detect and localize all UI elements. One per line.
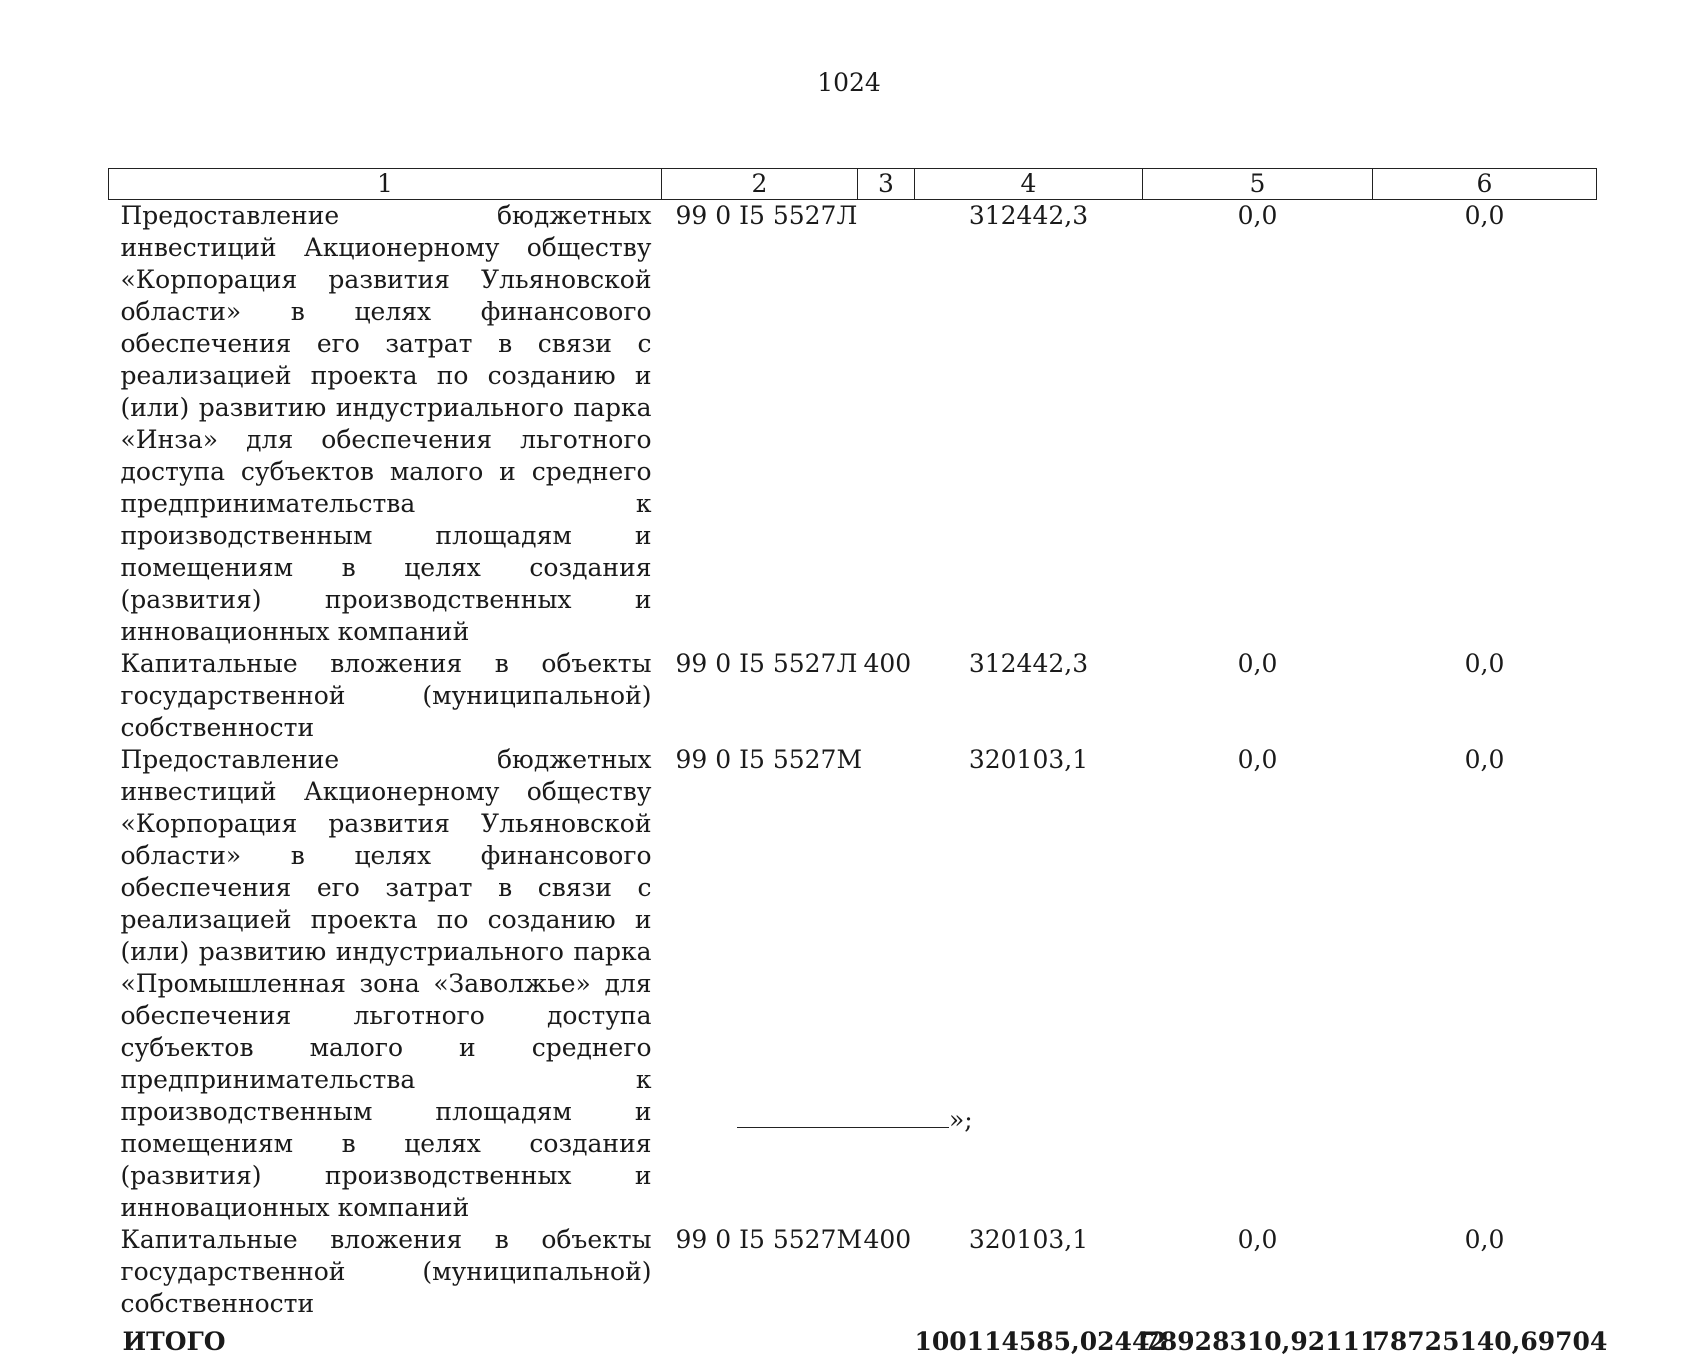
row-amount-col4: 312442,3 — [968, 201, 1089, 230]
row-amount-col6: 0,0 — [1464, 1225, 1505, 1254]
row-target-code: 99 0 I5 5527М — [675, 745, 863, 774]
row-amount-col5: 0,0 — [1237, 201, 1278, 230]
total-empty-col2 — [662, 1320, 858, 1358]
budget-table — [108, 168, 1608, 1358]
row-amount-col6: 0,0 — [1464, 649, 1505, 678]
row-expense-type — [858, 200, 915, 649]
row-target-code: 99 0 I5 5527Л — [675, 649, 858, 678]
total-amount-col4: 100114585,02442 — [914, 1327, 1167, 1356]
table-row — [109, 200, 1597, 649]
column-header-5: 5 — [1143, 169, 1373, 200]
closing-quote: »; — [949, 1105, 973, 1134]
row-description: Капитальные вложения в объекты государственной (муниципальной) собственности — [120, 649, 652, 742]
row-description: Капитальные вложения в объекты государственной (муниципальной) собственности — [120, 1225, 652, 1318]
table-row — [109, 1224, 1597, 1320]
row-description: Предоставление бюджетных инвестиций Акционерному обществу «Корпорация развития Ульяновской области» в целях финансового обеспечения его затрат в связи с реализацией проекта по созданию и (или) развитию индустриального парка «Промышленная зона «Заволжье» для обеспечения льготного доступа субъектов малого и среднего предпринимательства к производственным площадям и помещениям в целях создания (развития) производственных и инновационных компаний — [120, 745, 652, 1222]
total-amount-col5: 78928310,92111 — [1142, 1327, 1378, 1356]
total-row — [109, 1320, 1597, 1358]
row-amount-col5: 0,0 — [1237, 649, 1278, 678]
row-expense-type: 400 — [863, 1225, 912, 1254]
row-target-code: 99 0 I5 5527М — [675, 1225, 863, 1254]
column-header-3: 3 — [858, 169, 915, 200]
row-description: Предоставление бюджетных инвестиций Акционерному обществу «Корпорация развития Ульяновской области» в целях финансового обеспечения его затрат в связи с реализацией проекта по созданию и (или) развитию индустриального парка «Инза» для обеспечения льготного доступа субъектов малого и среднего предпринимательства к производственным площадям и помещениям в целях создания (развития) производственных и инновационных компаний — [120, 201, 652, 646]
table-header-row — [109, 169, 1597, 200]
total-label: ИТОГО — [122, 1327, 226, 1356]
total-empty-col3 — [858, 1320, 915, 1358]
closing-mark — [737, 1105, 973, 1134]
signature-line — [737, 1105, 949, 1128]
column-header-4: 4 — [915, 169, 1143, 200]
row-amount-col6: 0,0 — [1464, 201, 1505, 230]
row-amount-col5: 0,0 — [1237, 745, 1278, 774]
row-amount-col5: 0,0 — [1237, 1225, 1278, 1254]
row-amount-col4: 320103,1 — [968, 1225, 1089, 1254]
table-row — [109, 744, 1597, 1224]
row-amount-col4: 312442,3 — [968, 649, 1089, 678]
row-expense-type: 400 — [863, 649, 912, 678]
total-amount-col6: 78725140,69704 — [1372, 1327, 1608, 1356]
page-number: 1024 — [817, 68, 881, 97]
column-header-6: 6 — [1373, 169, 1597, 200]
column-header-1: 1 — [109, 169, 662, 200]
column-header-2: 2 — [662, 169, 858, 200]
table-row — [109, 648, 1597, 744]
row-expense-type — [858, 744, 915, 1224]
row-target-code: 99 0 I5 5527Л — [675, 201, 858, 230]
row-amount-col4: 320103,1 — [968, 745, 1089, 774]
row-amount-col6: 0,0 — [1464, 745, 1505, 774]
